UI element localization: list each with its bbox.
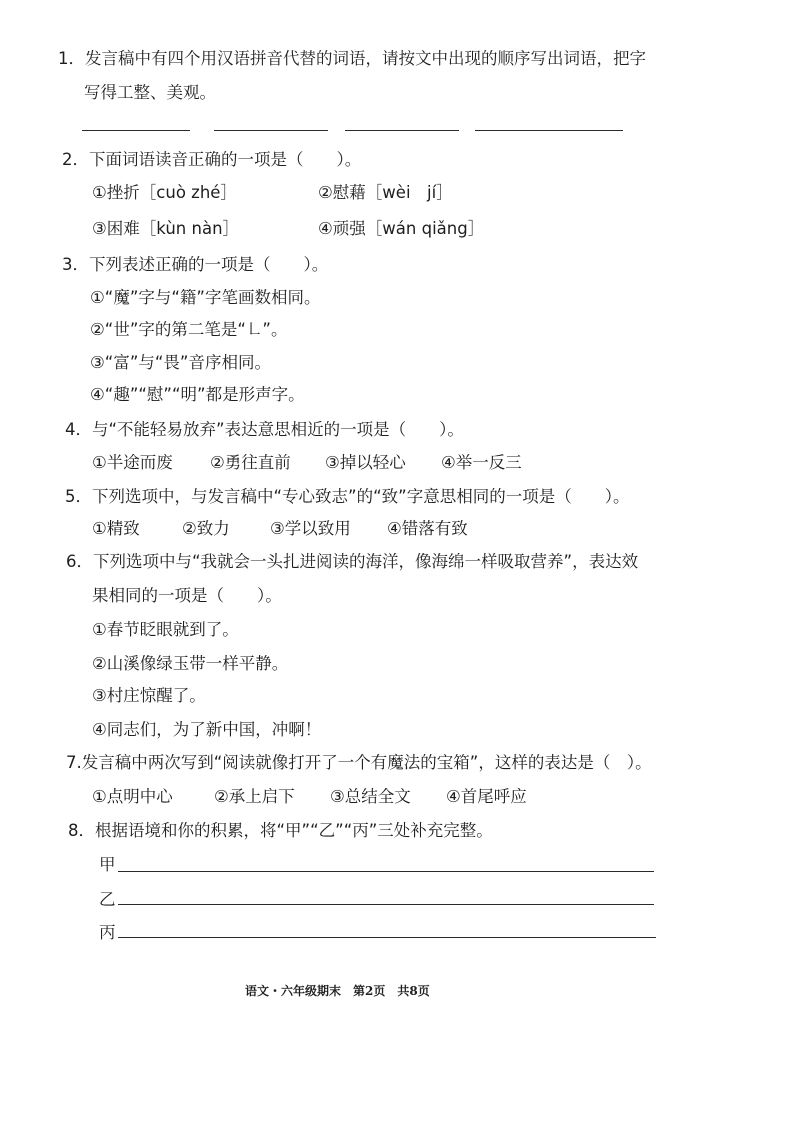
q2-option-3[interactable]: ③困难［kùn nàn］ xyxy=(92,219,240,238)
q8-label-bing: 丙 xyxy=(99,923,116,942)
q8-answer-line-jia[interactable] xyxy=(118,871,654,872)
q6-stem-suffix: ”，表达效 xyxy=(563,552,639,571)
q4-stem: 4．与“不能轻易放弃”表达意思相近的一项是（ ）。 xyxy=(65,420,464,439)
q5-stem: 5．下列选项中，与发言稿中“专心致志”的“致”字意思相同的一项是（ ）。 xyxy=(65,487,630,506)
q7-stem-suffix: ”，这样的表达是（ ）。 xyxy=(469,753,652,772)
q4-option-4[interactable]: ④举一反三 xyxy=(441,453,522,472)
q3-option-3[interactable]: ③“富”与“畏”音序相同。 xyxy=(90,353,271,372)
q3-stem: 3．下列表述正确的一项是（ ）。 xyxy=(62,255,329,274)
q6-quoted-sentence: 我就会一头扎进阅读的海洋，像海绵一样吸取营养 xyxy=(200,552,564,571)
q7-option-1[interactable]: ①点明中心 xyxy=(92,787,173,806)
q7-stem xyxy=(66,753,652,773)
q1-answer-blank-4[interactable] xyxy=(475,130,623,131)
q8-answer-line-bing[interactable] xyxy=(118,937,656,938)
q5-option-4[interactable]: ④错落有致 xyxy=(387,519,468,538)
q7-quoted-sentence: 阅读就像打开了一个有魔法的宝箱 xyxy=(222,753,470,772)
q7-option-3[interactable]: ③总结全文 xyxy=(330,787,411,806)
q4-option-2[interactable]: ②勇往直前 xyxy=(210,453,291,472)
q1-answer-blank-1[interactable] xyxy=(82,130,190,131)
q8-label-yi: 乙 xyxy=(99,890,116,909)
q8-label-jia: 甲 xyxy=(99,855,116,874)
q1-stem-line1: 1．发言稿中有四个用汉语拼音代替的词语，请按文中出现的顺序写出词语，把字 xyxy=(58,49,646,68)
q3-option-4[interactable]: ④“趣”“慰”“明”都是形声字。 xyxy=(90,385,305,404)
q4-option-1[interactable]: ①半途而废 xyxy=(92,453,173,472)
q6-option-1[interactable]: ①春节眨眼就到了。 xyxy=(92,620,239,639)
q3-option-2[interactable]: ②“世”字的第二笔是“㇗”。 xyxy=(90,320,288,339)
q6-stem-line2: 果相同的一项是（ ）。 xyxy=(92,586,282,605)
q8-stem: 8．根据语境和你的积累，将“甲”“乙”“丙”三处补充完整。 xyxy=(68,821,493,840)
q6-stem-line1 xyxy=(66,552,638,572)
q8-answer-line-yi[interactable] xyxy=(118,904,654,905)
page-footer: 语文・六年级期末 第2页 共8页 xyxy=(245,984,430,998)
q3-option-1[interactable]: ①“魔”字与“籍”字笔画数相同。 xyxy=(90,288,321,307)
q1-stem-line2: 写得工整、美观。 xyxy=(84,83,216,102)
q2-stem: 2．下面词语读音正确的一项是（ ）。 xyxy=(62,150,362,169)
q5-option-1[interactable]: ①精致 xyxy=(92,519,140,538)
q6-option-2[interactable]: ②山溪像绿玉带一样平静。 xyxy=(92,654,289,673)
q6-stem-prefix: 6．下列选项中与“ xyxy=(66,552,201,571)
q5-option-3[interactable]: ③学以致用 xyxy=(270,519,351,538)
q6-option-3[interactable]: ③村庄惊醒了。 xyxy=(92,686,206,705)
q2-option-1[interactable]: ①挫折［cuò zhé］ xyxy=(92,183,237,202)
q1-answer-blank-2[interactable] xyxy=(214,130,328,131)
q7-stem-prefix: 7.发言稿中两次写到“ xyxy=(66,753,223,772)
q7-option-4[interactable]: ④首尾呼应 xyxy=(446,787,527,806)
q2-option-2[interactable]: ②慰藉［wèi jí］ xyxy=(318,183,453,202)
q1-answer-blank-3[interactable] xyxy=(345,130,459,131)
q7-option-2[interactable]: ②承上启下 xyxy=(214,787,295,806)
q4-option-3[interactable]: ③掉以轻心 xyxy=(325,453,406,472)
q6-option-4[interactable]: ④同志们，为了新中国，冲啊！ xyxy=(92,720,322,739)
q5-option-2[interactable]: ②致力 xyxy=(182,519,230,538)
q2-option-4[interactable]: ④顽强［wán qiǎng］ xyxy=(318,219,485,238)
